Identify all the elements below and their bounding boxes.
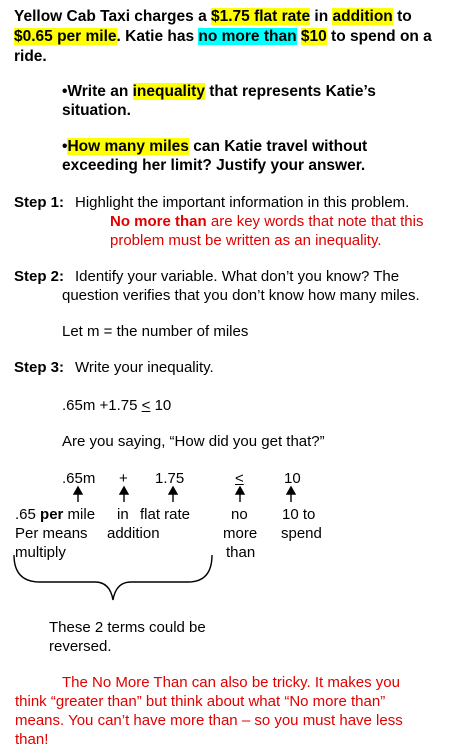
explain-rate-line-2: Per means xyxy=(15,525,88,542)
explain-limit-line-2: spend xyxy=(281,525,322,542)
step-1-note-text: are key words that note that this xyxy=(206,213,424,230)
problem-text: to xyxy=(392,8,412,25)
closing-line-1: The No More Than can also be tricky. It makes you xyxy=(62,674,400,691)
step-2-label: Step 2: xyxy=(14,268,65,285)
step-1-note-line-2: problem must be written as an inequality. xyxy=(110,232,382,249)
bullet-2-line-2: exceeding her limit? Justify your answer. xyxy=(62,157,366,174)
explain-symbol-line-1: no xyxy=(231,506,248,523)
inequality-symbol: < xyxy=(141,397,151,414)
question-text: Are you saying, “How did you get that?” xyxy=(62,433,325,450)
highlight-flat-rate: $1.75 flat rate xyxy=(211,8,311,25)
explain-rate-line-1 xyxy=(15,505,95,524)
closing-line-4: than! xyxy=(15,731,49,748)
closing-line-3: means. You can’t have more than – so you must have less xyxy=(15,712,403,729)
term-rate: .65m xyxy=(62,470,96,487)
bullet-text: •Write an xyxy=(62,83,133,100)
term-flat: 1.75 xyxy=(155,470,185,487)
explain-rate-line-3: multiply xyxy=(15,544,66,561)
step-2-line-2: question verifies that you don’t know how many miles. xyxy=(62,287,420,304)
explain-limit-line-1: 10 to xyxy=(282,506,316,523)
explain-text: mile xyxy=(63,506,96,523)
explain-plus-line-1: in xyxy=(117,506,129,523)
highlight-addition: addition xyxy=(332,8,393,25)
inequality-right: 10 xyxy=(150,397,172,414)
bullet-text: can Katie travel without xyxy=(188,138,368,155)
term-limit: 10 xyxy=(284,470,301,487)
closing-line-2: think “greater than” but think about what “No more than” xyxy=(15,693,386,710)
explain-text: .65 xyxy=(15,506,41,523)
explain-plus-line-2: addition xyxy=(107,525,160,542)
step-3-label: Step 3: xyxy=(14,359,65,376)
bullet-1-line-2: situation. xyxy=(62,102,131,119)
explain-symbol-line-2: more xyxy=(223,525,258,542)
problem-text: to spend on a xyxy=(326,28,432,45)
highlight-inequality: inequality xyxy=(132,83,205,100)
brace-note-line-2: reversed. xyxy=(49,638,112,655)
highlight-how-many-miles: How many miles xyxy=(67,138,189,155)
highlight-per-mile: $0.65 per mile xyxy=(14,28,117,45)
arrow-up-icon xyxy=(169,487,177,502)
arrow-up-icon xyxy=(287,487,295,502)
step-3-text: Write your inequality. xyxy=(75,359,214,376)
problem-line-3: ride. xyxy=(14,48,47,65)
arrow-up-icon xyxy=(236,487,244,502)
explain-bold: per xyxy=(40,506,64,523)
explain-symbol-line-3: than xyxy=(226,544,256,561)
problem-text: in xyxy=(310,8,333,25)
step-2-line-1: Identify your variable. What don’t you know? The xyxy=(75,268,400,285)
inequality-left: .65m +1.75 xyxy=(62,397,142,414)
step-1-text: Highlight the important information in this problem. xyxy=(75,194,410,211)
highlight-ten-dollars: $10 xyxy=(300,28,327,45)
explain-flat-line-1: flat rate xyxy=(140,506,191,523)
step-1-note-bold: No more than xyxy=(110,213,207,230)
brace-note-line-1: These 2 terms could be xyxy=(49,619,206,636)
bullet-text: that represents Katie’s xyxy=(204,83,376,100)
arrow-up-icon xyxy=(120,487,128,502)
term-symbol: < xyxy=(235,470,244,487)
highlight-no-more-than: no more than xyxy=(198,28,297,45)
arrow-up-icon xyxy=(74,487,82,502)
problem-text: . Katie has xyxy=(116,28,199,45)
variable-definition: Let m = the number of miles xyxy=(62,323,249,340)
problem-text: Yellow Cab Taxi charges a xyxy=(14,8,211,25)
bullet-text: • xyxy=(62,138,68,155)
step-1-label: Step 1: xyxy=(14,194,65,211)
term-plus: + xyxy=(119,470,128,487)
